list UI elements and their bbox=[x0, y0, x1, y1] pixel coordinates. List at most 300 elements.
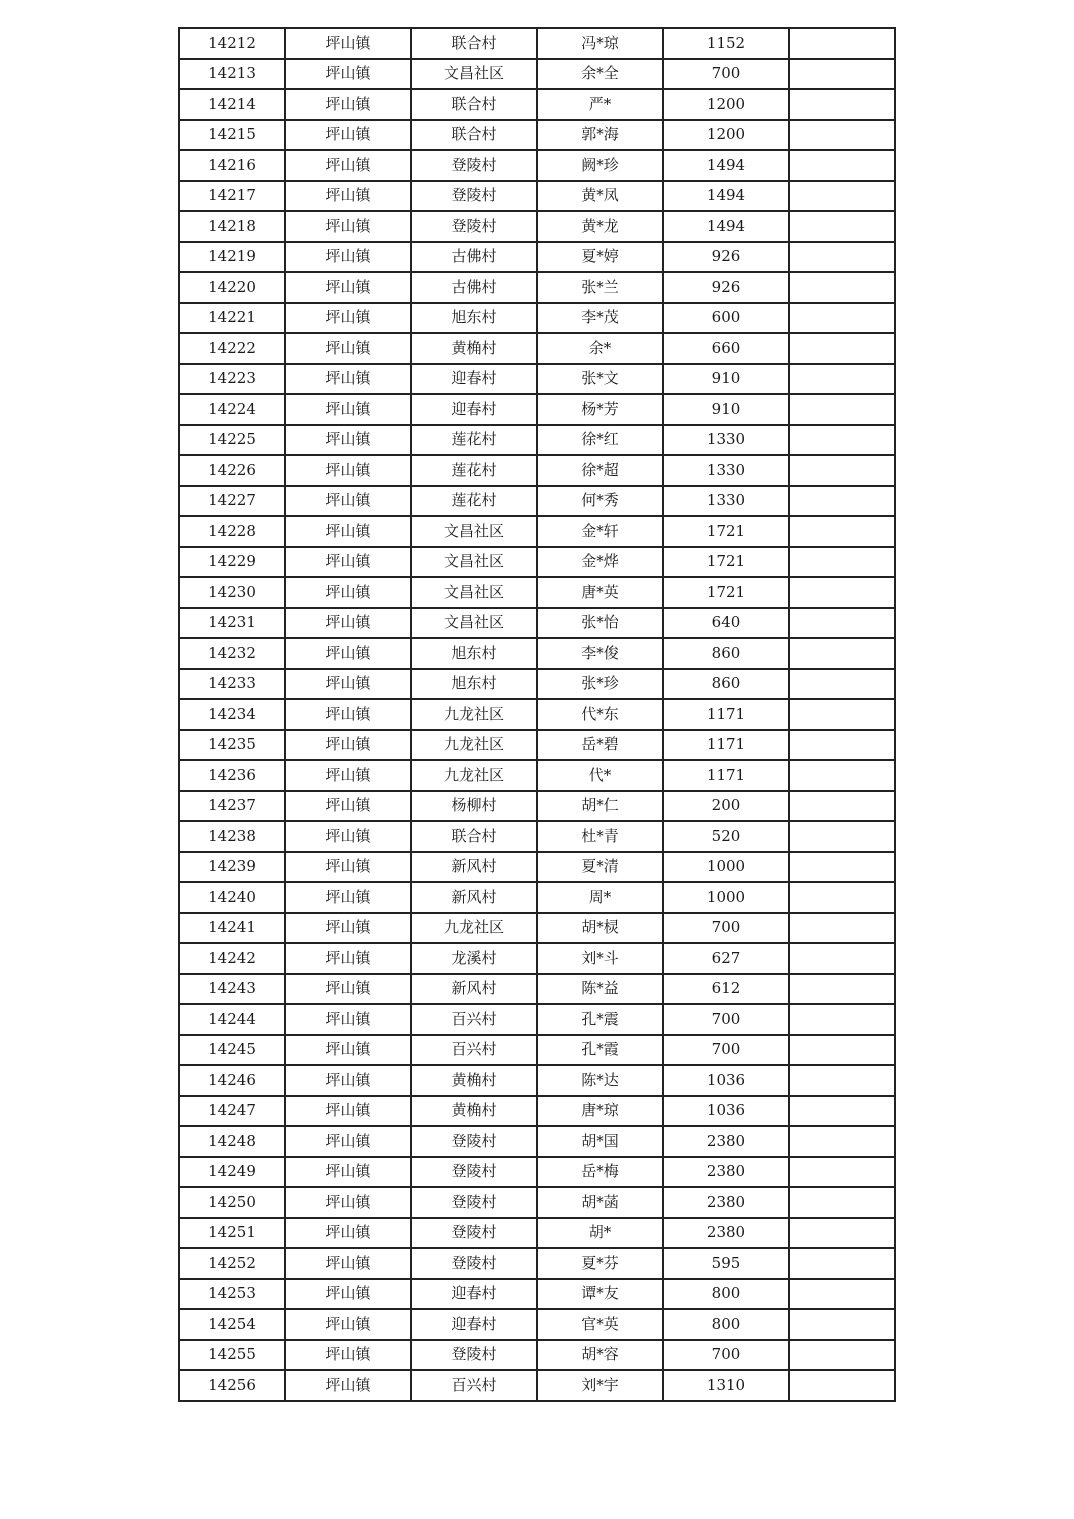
cell-amount: 1171 bbox=[663, 760, 789, 791]
cell-town: 坪山镇 bbox=[285, 852, 411, 883]
table-row bbox=[179, 1157, 895, 1188]
cell-name: 夏*芬 bbox=[537, 1248, 663, 1279]
cell-name: 夏*清 bbox=[537, 852, 663, 883]
cell-name: 张*怡 bbox=[537, 608, 663, 639]
table-row bbox=[179, 852, 895, 883]
cell-serial-number: 14218 bbox=[179, 211, 285, 242]
cell-name: 杨*芳 bbox=[537, 394, 663, 425]
cell-amount: 700 bbox=[663, 1340, 789, 1371]
cell-village: 文昌社区 bbox=[411, 608, 537, 639]
cell-town: 坪山镇 bbox=[285, 821, 411, 852]
cell-name: 谭*友 bbox=[537, 1279, 663, 1310]
cell-village: 文昌社区 bbox=[411, 516, 537, 547]
cell-serial-number: 14226 bbox=[179, 455, 285, 486]
cell-amount: 1330 bbox=[663, 455, 789, 486]
cell-amount: 800 bbox=[663, 1279, 789, 1310]
cell-village: 登陵村 bbox=[411, 211, 537, 242]
cell-serial-number: 14230 bbox=[179, 577, 285, 608]
cell-name: 徐*红 bbox=[537, 425, 663, 456]
cell-village: 莲花村 bbox=[411, 486, 537, 517]
cell-name: 夏*婷 bbox=[537, 242, 663, 273]
table-row bbox=[179, 486, 895, 517]
cell-note bbox=[789, 913, 895, 944]
cell-town: 坪山镇 bbox=[285, 699, 411, 730]
cell-note bbox=[789, 577, 895, 608]
cell-name: 黄*龙 bbox=[537, 211, 663, 242]
cell-serial-number: 14255 bbox=[179, 1340, 285, 1371]
table-row bbox=[179, 1004, 895, 1035]
cell-amount: 910 bbox=[663, 364, 789, 395]
table-row bbox=[179, 943, 895, 974]
cell-name: 金*烨 bbox=[537, 547, 663, 578]
cell-town: 坪山镇 bbox=[285, 455, 411, 486]
cell-note bbox=[789, 89, 895, 120]
cell-note bbox=[789, 181, 895, 212]
roster-table bbox=[178, 27, 896, 1402]
cell-serial-number: 14254 bbox=[179, 1309, 285, 1340]
cell-serial-number: 14245 bbox=[179, 1035, 285, 1066]
cell-village: 杨柳村 bbox=[411, 791, 537, 822]
cell-serial-number: 14247 bbox=[179, 1096, 285, 1127]
cell-serial-number: 14256 bbox=[179, 1370, 285, 1401]
cell-name: 胡*菡 bbox=[537, 1187, 663, 1218]
cell-town: 坪山镇 bbox=[285, 303, 411, 334]
cell-village: 登陵村 bbox=[411, 1248, 537, 1279]
table-row bbox=[179, 394, 895, 425]
cell-amount: 1721 bbox=[663, 516, 789, 547]
cell-note bbox=[789, 852, 895, 883]
cell-serial-number: 14216 bbox=[179, 150, 285, 181]
cell-note bbox=[789, 1096, 895, 1127]
cell-serial-number: 14212 bbox=[179, 28, 285, 59]
cell-amount: 660 bbox=[663, 333, 789, 364]
cell-name: 阙*珍 bbox=[537, 150, 663, 181]
cell-village: 黄桷村 bbox=[411, 333, 537, 364]
cell-village: 九龙社区 bbox=[411, 760, 537, 791]
cell-serial-number: 14240 bbox=[179, 882, 285, 913]
cell-amount: 700 bbox=[663, 913, 789, 944]
cell-amount: 200 bbox=[663, 791, 789, 822]
cell-village: 迎春村 bbox=[411, 1309, 537, 1340]
cell-name: 何*秀 bbox=[537, 486, 663, 517]
cell-serial-number: 14231 bbox=[179, 608, 285, 639]
cell-amount: 1494 bbox=[663, 211, 789, 242]
cell-town: 坪山镇 bbox=[285, 974, 411, 1005]
cell-village: 九龙社区 bbox=[411, 913, 537, 944]
cell-name: 岳*碧 bbox=[537, 730, 663, 761]
cell-note bbox=[789, 150, 895, 181]
cell-serial-number: 14244 bbox=[179, 1004, 285, 1035]
table-row bbox=[179, 89, 895, 120]
table-row bbox=[179, 120, 895, 151]
document-page bbox=[178, 27, 894, 1402]
cell-note bbox=[789, 333, 895, 364]
cell-village: 黄桷村 bbox=[411, 1065, 537, 1096]
table-row bbox=[179, 913, 895, 944]
table-row bbox=[179, 59, 895, 90]
cell-village: 莲花村 bbox=[411, 455, 537, 486]
cell-village: 龙溪村 bbox=[411, 943, 537, 974]
cell-town: 坪山镇 bbox=[285, 1279, 411, 1310]
cell-serial-number: 14253 bbox=[179, 1279, 285, 1310]
cell-serial-number: 14250 bbox=[179, 1187, 285, 1218]
cell-name: 张*文 bbox=[537, 364, 663, 395]
cell-name: 杜*青 bbox=[537, 821, 663, 852]
cell-name: 胡*容 bbox=[537, 1340, 663, 1371]
table-row bbox=[179, 1340, 895, 1371]
cell-serial-number: 14213 bbox=[179, 59, 285, 90]
cell-amount: 860 bbox=[663, 638, 789, 669]
cell-town: 坪山镇 bbox=[285, 1035, 411, 1066]
cell-village: 新风村 bbox=[411, 974, 537, 1005]
table-row bbox=[179, 333, 895, 364]
cell-note bbox=[789, 242, 895, 273]
table-row bbox=[179, 1126, 895, 1157]
cell-serial-number: 14237 bbox=[179, 791, 285, 822]
cell-town: 坪山镇 bbox=[285, 638, 411, 669]
cell-village: 迎春村 bbox=[411, 394, 537, 425]
cell-village: 迎春村 bbox=[411, 364, 537, 395]
cell-note bbox=[789, 1340, 895, 1371]
cell-note bbox=[789, 516, 895, 547]
cell-amount: 1171 bbox=[663, 730, 789, 761]
cell-town: 坪山镇 bbox=[285, 669, 411, 700]
cell-town: 坪山镇 bbox=[285, 1309, 411, 1340]
cell-town: 坪山镇 bbox=[285, 120, 411, 151]
cell-name: 金*轩 bbox=[537, 516, 663, 547]
table-row bbox=[179, 791, 895, 822]
cell-amount: 2380 bbox=[663, 1218, 789, 1249]
cell-town: 坪山镇 bbox=[285, 1218, 411, 1249]
table-row bbox=[179, 1370, 895, 1401]
cell-village: 百兴村 bbox=[411, 1035, 537, 1066]
cell-town: 坪山镇 bbox=[285, 425, 411, 456]
table-row bbox=[179, 730, 895, 761]
table-row bbox=[179, 303, 895, 334]
cell-serial-number: 14227 bbox=[179, 486, 285, 517]
cell-note bbox=[789, 120, 895, 151]
table-row bbox=[179, 1096, 895, 1127]
cell-town: 坪山镇 bbox=[285, 59, 411, 90]
cell-amount: 926 bbox=[663, 242, 789, 273]
cell-note bbox=[789, 1279, 895, 1310]
cell-name: 严* bbox=[537, 89, 663, 120]
cell-amount: 800 bbox=[663, 1309, 789, 1340]
cell-note bbox=[789, 943, 895, 974]
cell-serial-number: 14221 bbox=[179, 303, 285, 334]
cell-serial-number: 14238 bbox=[179, 821, 285, 852]
cell-amount: 1200 bbox=[663, 120, 789, 151]
cell-village: 登陵村 bbox=[411, 1126, 537, 1157]
cell-serial-number: 14251 bbox=[179, 1218, 285, 1249]
cell-town: 坪山镇 bbox=[285, 577, 411, 608]
cell-serial-number: 14228 bbox=[179, 516, 285, 547]
table-row bbox=[179, 760, 895, 791]
cell-note bbox=[789, 882, 895, 913]
cell-town: 坪山镇 bbox=[285, 364, 411, 395]
cell-town: 坪山镇 bbox=[285, 211, 411, 242]
cell-note bbox=[789, 1309, 895, 1340]
cell-amount: 1330 bbox=[663, 425, 789, 456]
cell-town: 坪山镇 bbox=[285, 28, 411, 59]
cell-village: 登陵村 bbox=[411, 1340, 537, 1371]
cell-amount: 2380 bbox=[663, 1157, 789, 1188]
cell-town: 坪山镇 bbox=[285, 1096, 411, 1127]
cell-note bbox=[789, 455, 895, 486]
cell-town: 坪山镇 bbox=[285, 150, 411, 181]
cell-name: 岳*梅 bbox=[537, 1157, 663, 1188]
table-row bbox=[179, 882, 895, 913]
cell-note bbox=[789, 394, 895, 425]
cell-amount: 1494 bbox=[663, 181, 789, 212]
cell-note bbox=[789, 303, 895, 334]
cell-note bbox=[789, 59, 895, 90]
cell-name: 李*茂 bbox=[537, 303, 663, 334]
cell-note bbox=[789, 821, 895, 852]
cell-note bbox=[789, 1218, 895, 1249]
cell-name: 孔*震 bbox=[537, 1004, 663, 1035]
cell-note bbox=[789, 1065, 895, 1096]
cell-serial-number: 14248 bbox=[179, 1126, 285, 1157]
cell-serial-number: 14234 bbox=[179, 699, 285, 730]
cell-town: 坪山镇 bbox=[285, 1157, 411, 1188]
table-row bbox=[179, 455, 895, 486]
cell-amount: 860 bbox=[663, 669, 789, 700]
cell-name: 胡* bbox=[537, 1218, 663, 1249]
cell-amount: 910 bbox=[663, 394, 789, 425]
cell-town: 坪山镇 bbox=[285, 1004, 411, 1035]
cell-note bbox=[789, 791, 895, 822]
cell-town: 坪山镇 bbox=[285, 394, 411, 425]
cell-village: 百兴村 bbox=[411, 1370, 537, 1401]
cell-name: 唐*琼 bbox=[537, 1096, 663, 1127]
cell-note bbox=[789, 1126, 895, 1157]
cell-town: 坪山镇 bbox=[285, 943, 411, 974]
table-row bbox=[179, 425, 895, 456]
cell-village: 登陵村 bbox=[411, 1187, 537, 1218]
cell-amount: 1036 bbox=[663, 1065, 789, 1096]
cell-serial-number: 14225 bbox=[179, 425, 285, 456]
table-row bbox=[179, 821, 895, 852]
table-row bbox=[179, 547, 895, 578]
cell-serial-number: 14220 bbox=[179, 272, 285, 303]
cell-serial-number: 14229 bbox=[179, 547, 285, 578]
cell-amount: 640 bbox=[663, 608, 789, 639]
cell-note bbox=[789, 1004, 895, 1035]
cell-name: 张*兰 bbox=[537, 272, 663, 303]
cell-note bbox=[789, 608, 895, 639]
cell-village: 登陵村 bbox=[411, 181, 537, 212]
table-row bbox=[179, 1035, 895, 1066]
cell-town: 坪山镇 bbox=[285, 1370, 411, 1401]
cell-village: 九龙社区 bbox=[411, 730, 537, 761]
cell-town: 坪山镇 bbox=[285, 791, 411, 822]
cell-serial-number: 14242 bbox=[179, 943, 285, 974]
table-row bbox=[179, 1218, 895, 1249]
cell-name: 徐*超 bbox=[537, 455, 663, 486]
cell-name: 李*俊 bbox=[537, 638, 663, 669]
cell-amount: 1036 bbox=[663, 1096, 789, 1127]
cell-amount: 1721 bbox=[663, 547, 789, 578]
cell-town: 坪山镇 bbox=[285, 333, 411, 364]
table-row bbox=[179, 608, 895, 639]
cell-town: 坪山镇 bbox=[285, 882, 411, 913]
cell-name: 郭*海 bbox=[537, 120, 663, 151]
cell-note bbox=[789, 1248, 895, 1279]
cell-name: 胡*国 bbox=[537, 1126, 663, 1157]
cell-town: 坪山镇 bbox=[285, 242, 411, 273]
table-row bbox=[179, 516, 895, 547]
cell-amount: 926 bbox=[663, 272, 789, 303]
cell-name: 陈*益 bbox=[537, 974, 663, 1005]
cell-amount: 595 bbox=[663, 1248, 789, 1279]
cell-village: 联合村 bbox=[411, 120, 537, 151]
cell-amount: 700 bbox=[663, 1035, 789, 1066]
cell-name: 孔*霞 bbox=[537, 1035, 663, 1066]
cell-serial-number: 14214 bbox=[179, 89, 285, 120]
cell-town: 坪山镇 bbox=[285, 1187, 411, 1218]
cell-village: 联合村 bbox=[411, 89, 537, 120]
cell-amount: 1330 bbox=[663, 486, 789, 517]
cell-name: 官*英 bbox=[537, 1309, 663, 1340]
cell-town: 坪山镇 bbox=[285, 181, 411, 212]
cell-town: 坪山镇 bbox=[285, 1126, 411, 1157]
table-row bbox=[179, 638, 895, 669]
cell-name: 陈*达 bbox=[537, 1065, 663, 1096]
cell-town: 坪山镇 bbox=[285, 730, 411, 761]
cell-village: 联合村 bbox=[411, 821, 537, 852]
cell-name: 刘*宇 bbox=[537, 1370, 663, 1401]
cell-name: 余* bbox=[537, 333, 663, 364]
cell-town: 坪山镇 bbox=[285, 547, 411, 578]
cell-serial-number: 14243 bbox=[179, 974, 285, 1005]
cell-amount: 612 bbox=[663, 974, 789, 1005]
table-row bbox=[179, 577, 895, 608]
table-row bbox=[179, 272, 895, 303]
cell-village: 文昌社区 bbox=[411, 547, 537, 578]
cell-serial-number: 14252 bbox=[179, 1248, 285, 1279]
cell-note bbox=[789, 638, 895, 669]
cell-town: 坪山镇 bbox=[285, 89, 411, 120]
cell-serial-number: 14246 bbox=[179, 1065, 285, 1096]
cell-name: 周* bbox=[537, 882, 663, 913]
table-row bbox=[179, 974, 895, 1005]
cell-town: 坪山镇 bbox=[285, 516, 411, 547]
cell-village: 文昌社区 bbox=[411, 577, 537, 608]
cell-amount: 1000 bbox=[663, 852, 789, 883]
table-row bbox=[179, 28, 895, 59]
cell-name: 黄*凤 bbox=[537, 181, 663, 212]
cell-amount: 1000 bbox=[663, 882, 789, 913]
cell-serial-number: 14219 bbox=[179, 242, 285, 273]
cell-village: 旭东村 bbox=[411, 638, 537, 669]
cell-village: 莲花村 bbox=[411, 425, 537, 456]
cell-note bbox=[789, 364, 895, 395]
cell-town: 坪山镇 bbox=[285, 913, 411, 944]
cell-note bbox=[789, 974, 895, 1005]
cell-village: 新风村 bbox=[411, 852, 537, 883]
table-row bbox=[179, 242, 895, 273]
cell-name: 代* bbox=[537, 760, 663, 791]
cell-serial-number: 14236 bbox=[179, 760, 285, 791]
cell-note bbox=[789, 211, 895, 242]
table-row bbox=[179, 181, 895, 212]
cell-note bbox=[789, 547, 895, 578]
cell-note bbox=[789, 699, 895, 730]
cell-amount: 1310 bbox=[663, 1370, 789, 1401]
cell-note bbox=[789, 730, 895, 761]
cell-amount: 2380 bbox=[663, 1187, 789, 1218]
cell-village: 古佛村 bbox=[411, 272, 537, 303]
cell-name: 余*全 bbox=[537, 59, 663, 90]
cell-village: 登陵村 bbox=[411, 1218, 537, 1249]
cell-serial-number: 14215 bbox=[179, 120, 285, 151]
cell-amount: 520 bbox=[663, 821, 789, 852]
cell-note bbox=[789, 1035, 895, 1066]
cell-note bbox=[789, 669, 895, 700]
cell-serial-number: 14249 bbox=[179, 1157, 285, 1188]
cell-amount: 1200 bbox=[663, 89, 789, 120]
roster-table-body bbox=[179, 28, 895, 1401]
cell-serial-number: 14233 bbox=[179, 669, 285, 700]
cell-town: 坪山镇 bbox=[285, 486, 411, 517]
cell-village: 旭东村 bbox=[411, 303, 537, 334]
table-row bbox=[179, 669, 895, 700]
cell-town: 坪山镇 bbox=[285, 1065, 411, 1096]
cell-village: 黄桷村 bbox=[411, 1096, 537, 1127]
table-row bbox=[179, 211, 895, 242]
table-row bbox=[179, 364, 895, 395]
cell-note bbox=[789, 1157, 895, 1188]
cell-name: 胡*棂 bbox=[537, 913, 663, 944]
cell-village: 联合村 bbox=[411, 28, 537, 59]
cell-village: 九龙社区 bbox=[411, 699, 537, 730]
cell-serial-number: 14222 bbox=[179, 333, 285, 364]
cell-serial-number: 14235 bbox=[179, 730, 285, 761]
cell-village: 百兴村 bbox=[411, 1004, 537, 1035]
cell-village: 文昌社区 bbox=[411, 59, 537, 90]
cell-note bbox=[789, 425, 895, 456]
cell-village: 新风村 bbox=[411, 882, 537, 913]
table-row bbox=[179, 1187, 895, 1218]
cell-amount: 1721 bbox=[663, 577, 789, 608]
cell-amount: 1171 bbox=[663, 699, 789, 730]
cell-name: 胡*仁 bbox=[537, 791, 663, 822]
cell-serial-number: 14217 bbox=[179, 181, 285, 212]
table-row bbox=[179, 699, 895, 730]
cell-town: 坪山镇 bbox=[285, 760, 411, 791]
cell-village: 迎春村 bbox=[411, 1279, 537, 1310]
table-row bbox=[179, 150, 895, 181]
cell-amount: 1494 bbox=[663, 150, 789, 181]
cell-name: 张*珍 bbox=[537, 669, 663, 700]
cell-note bbox=[789, 760, 895, 791]
cell-note bbox=[789, 28, 895, 59]
cell-serial-number: 14241 bbox=[179, 913, 285, 944]
cell-amount: 1152 bbox=[663, 28, 789, 59]
cell-town: 坪山镇 bbox=[285, 1248, 411, 1279]
cell-amount: 627 bbox=[663, 943, 789, 974]
cell-amount: 2380 bbox=[663, 1126, 789, 1157]
cell-village: 旭东村 bbox=[411, 669, 537, 700]
cell-name: 唐*英 bbox=[537, 577, 663, 608]
cell-note bbox=[789, 1370, 895, 1401]
cell-amount: 600 bbox=[663, 303, 789, 334]
cell-town: 坪山镇 bbox=[285, 608, 411, 639]
cell-amount: 700 bbox=[663, 59, 789, 90]
cell-town: 坪山镇 bbox=[285, 1340, 411, 1371]
cell-note bbox=[789, 272, 895, 303]
